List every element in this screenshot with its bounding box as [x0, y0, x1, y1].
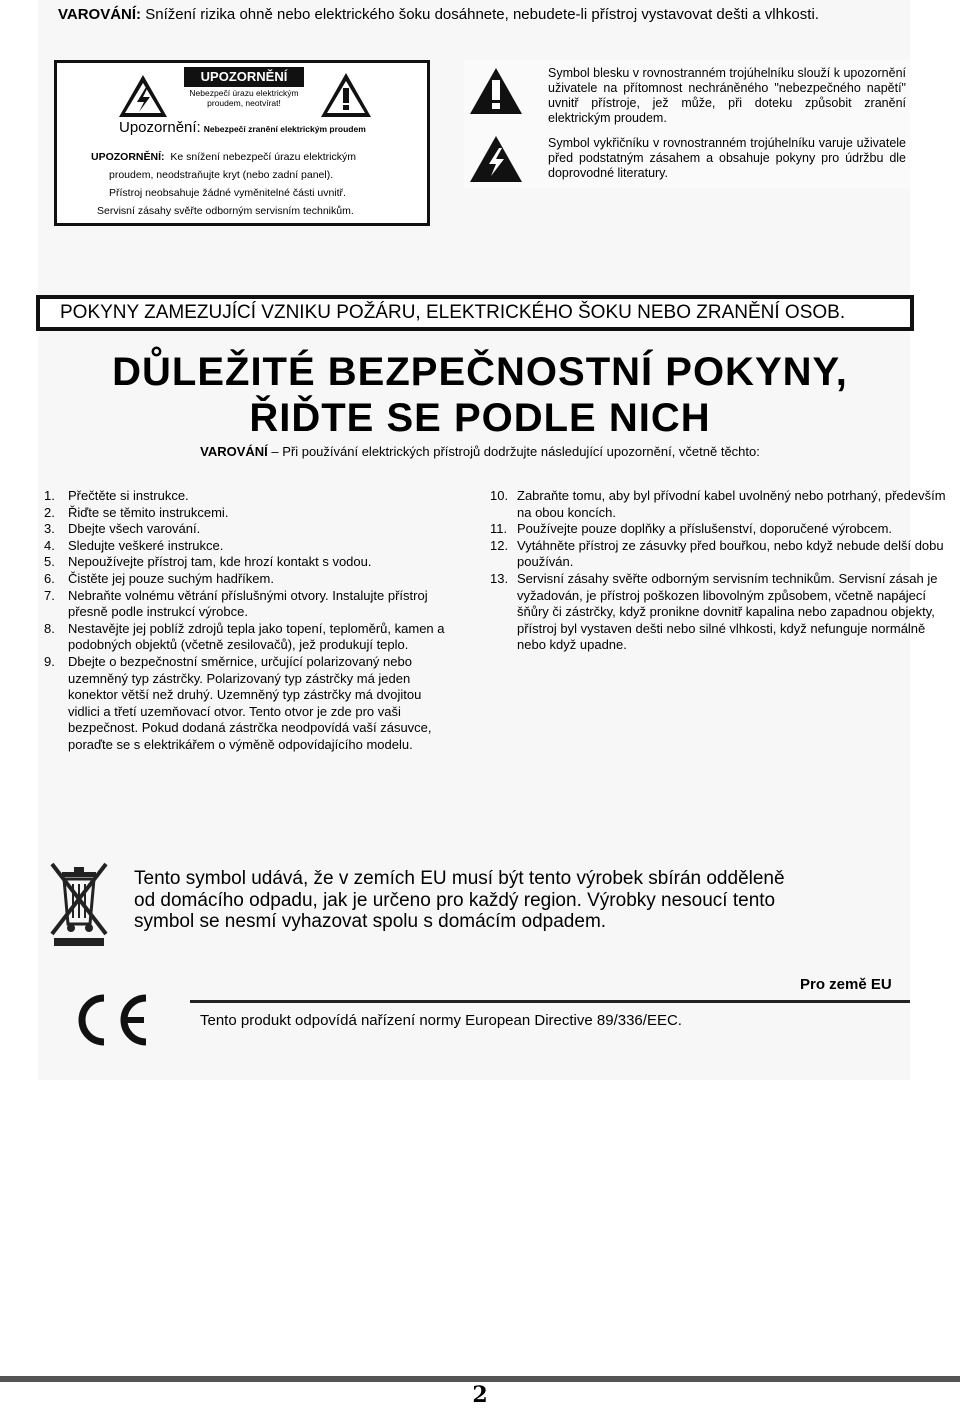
caution-line-1-text: Ke snížení nebezpečí úrazu elektrickým — [170, 151, 356, 163]
list-item-text: Sledujte veškeré instrukce. — [68, 537, 224, 553]
caution-line-1-label: UPOZORNĚNÍ: — [91, 151, 165, 163]
list-item-number: 11. — [490, 521, 508, 537]
exclamation-symbol-text: Symbol vykřičníku v rovnostranném trojúhelníku varuje uživatele před podstatným zásahem a obsahuje pokyny pro údržbu dle doprovodné literatury. — [548, 136, 906, 180]
list-item-number: 6. — [44, 570, 55, 586]
caution-label — [119, 119, 366, 136]
list-item-number: 5. — [44, 554, 55, 570]
list-item-text: Nebraňte volnému větrání příslušnými otvory. Instalujte přístroj přesně podle instrukcí výrobce. — [68, 587, 428, 620]
top-warning — [58, 6, 819, 23]
subhead-label: VAROVÁNÍ — [200, 444, 268, 459]
list-item-text: Servisní zásahy svěřte odborným servisním technikům. Servisní zásah je vyžadován, je přístroj poškozen libovolným způsobem, včetně napájecí šňůry či zástrčky, když pronikne dovnitř kapalina nebo zapadnou objekty, přístroj byl vystaven dešti nebo silné vlhkosti, když nefunguje normálně nebo když upadne. — [517, 570, 938, 653]
list-item-text: Nepoužívejte přístroj tam, kde hrozí kontakt s vodou. — [68, 554, 372, 570]
ce-text: Tento produkt odpovídá nařízení normy European Directive 89/336/EEC. — [200, 1012, 682, 1029]
top-warning-label: VAROVÁNÍ: — [58, 6, 142, 23]
list-item — [490, 521, 950, 538]
list-item — [44, 571, 454, 588]
caution-banner — [184, 67, 304, 115]
list-item-text: Přečtěte si instrukce. — [68, 488, 189, 503]
symbol-explanations — [464, 60, 910, 188]
eu-divider — [190, 1000, 910, 1003]
list-item-text: Řiďte se těmito instrukcemi. — [68, 504, 229, 520]
list-item — [44, 621, 454, 654]
headline-line-1: DŮLEŽITÉ BEZPEČNOSTNÍ POKYNY, — [112, 350, 848, 394]
caution-line-4: Servisní zásahy svěřte odborným servisním technikům. — [97, 205, 354, 217]
list-item-number: 2. — [44, 504, 55, 520]
list-item — [44, 554, 454, 571]
lightning-symbol-text: Symbol blesku v rovnostranném trojúhelníku slouží k upozornění uživatele na přítomnost nechráněného "nebezpečného napětí" uvnitř přístroje, jež může, při doteku způsobit zranění elektrickým proudem. — [548, 66, 906, 125]
list-item-text: Dbejte všech varování. — [68, 521, 201, 537]
caution-label-text: Upozornění: — [119, 119, 201, 136]
list-item-number: 12. — [490, 537, 509, 553]
caution-banner-title: UPOZORNĚNÍ — [184, 67, 304, 87]
list-item-text: Zabraňte tomu, aby byl přívodní kabel uvolněný nebo potrhaný, především na obou koncích. — [517, 488, 946, 520]
caution-line-1 — [91, 151, 356, 163]
list-item — [490, 488, 950, 521]
list-item-number: 9. — [44, 653, 55, 669]
caution-banner-sub — [184, 88, 304, 108]
list-item-text: Používejte pouze doplňky a příslušenství, doporučené výrobcem. — [517, 521, 893, 537]
caution-box — [54, 60, 430, 226]
fire-banner: POKYNY ZAMEZUJÍCÍ VZNIKU POŽÁRU, ELEKTRICKÉHO ŠOKU NEBO ZRANĚNÍ OSOB. — [36, 295, 914, 331]
list-item — [44, 654, 454, 754]
caution-line-3: Přístroj neobsahuje žádné vyměnitelné části uvnitř. — [109, 187, 346, 199]
crossed-bin-icon — [44, 858, 114, 948]
list-item — [44, 521, 454, 538]
list-item-text: Dbejte o bezpečnostní směrnice, určující polarizovaný nebo uzemněný typ zástrčky. Polarizovaný typ zástrčky má jeden konektor větší než druhý. Uzemněný typ zástrčky má dvojitou vidlici a třetí uzemňovací otvor. Tento otvor je zde pro vaši bezpečnost. Pokud dodaná zástrčka neodpovídá vaší zásuvce, poraďte se s elektrikářem o výměně odpovídajícího modelu. — [68, 653, 432, 752]
caution-line-2: proudem, neodstraňujte kryt (nebo zadní panel). — [109, 169, 334, 181]
eu-label: Pro země EU — [800, 976, 892, 993]
caution-label-small: Nebezpečí zranění elektrickým proudem — [203, 124, 366, 134]
list-item — [490, 571, 950, 654]
list-item-text: Nestavějte jej poblíž zdrojů tepla jako topení, teploměrů, kamen a podobných objektů (včetně zesilovačů), jež produkují teplo. — [68, 620, 445, 653]
top-warning-text: Snížení rizika ohně nebo elektrického šoku dosáhnete, nebudete-li přístroj vystavovat dešti a vlhkosti. — [145, 6, 819, 23]
subhead-text: – Při používání elektrických přístrojů dodržujte následující upozornění, včetně těchto: — [267, 444, 760, 459]
list-item-text: Čistěte jej pouze suchým hadříkem. — [68, 570, 274, 586]
list-item — [44, 588, 454, 621]
caution-banner-sub2: proudem, neotvírat! — [207, 98, 281, 108]
instruction-list-left — [44, 488, 454, 754]
weee-text: Tento symbol udává, že v zemích EU musí být tento výrobek sbírán odděleně od domácího odpadu, jak je určeno pro každý region. Výrobky nesoucí tento symbol se nesmí vyhazovat spolu s domácím odpadem. — [134, 868, 785, 932]
list-item — [44, 488, 454, 505]
lightning-symbol-icon — [468, 134, 524, 184]
exclamation-triangle-icon — [319, 71, 373, 119]
list-item-text: Vytáhněte přístroj ze zásuvky před bouřkou, nebo když nebude delší dobu používán. — [517, 537, 944, 570]
caution-banner-sub1: Nebezpečí úrazu elektrickým — [189, 88, 299, 98]
exclamation-symbol-icon — [468, 66, 524, 116]
lightning-triangle-icon — [117, 73, 169, 119]
list-item-number: 10. — [490, 488, 509, 503]
instruction-list-right — [490, 488, 950, 654]
subhead — [0, 444, 960, 459]
list-item-number: 3. — [44, 521, 55, 537]
page-number: 2 — [472, 1382, 488, 1408]
list-item — [490, 538, 950, 571]
ce-mark-icon — [64, 990, 154, 1050]
list-item-number: 1. — [44, 488, 55, 503]
list-item-number: 7. — [44, 587, 55, 603]
headline-line-2: ŘIĎTE SE PODLE NICH — [249, 396, 711, 440]
list-item-number: 8. — [44, 620, 55, 636]
list-item — [44, 538, 454, 555]
list-item — [44, 505, 454, 522]
list-item-number: 13. — [490, 570, 509, 586]
list-item-number: 4. — [44, 537, 55, 553]
